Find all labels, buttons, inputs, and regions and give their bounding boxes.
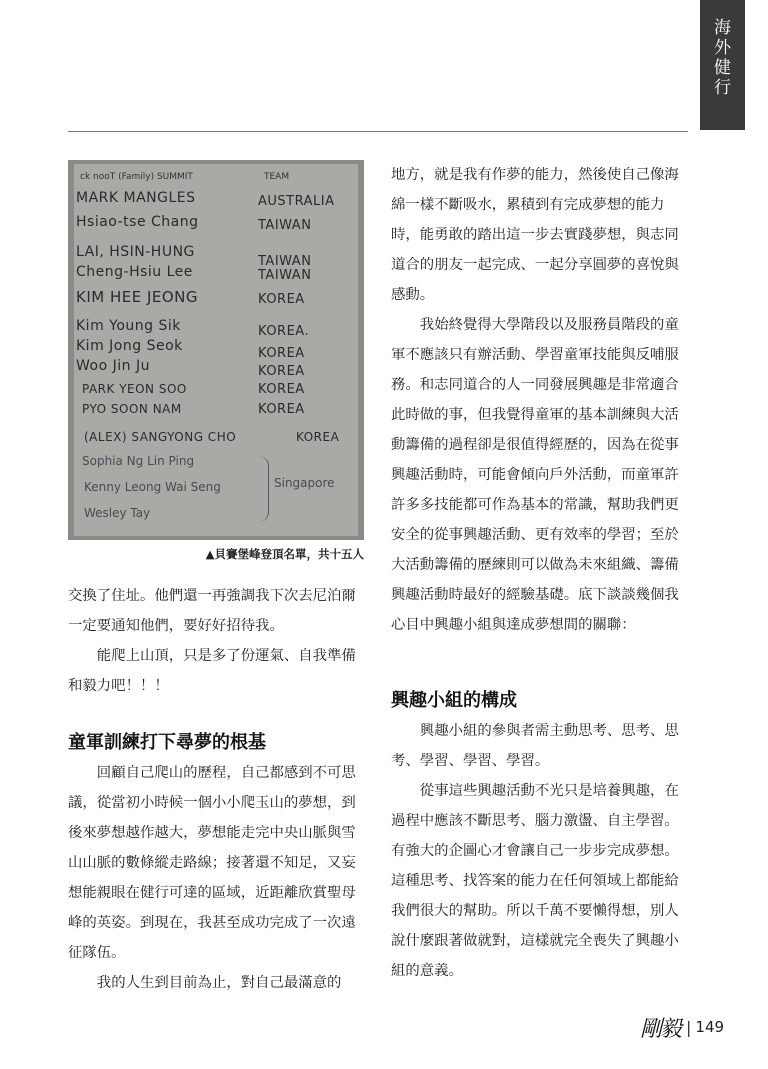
photo-name: PARK YEON SOO: [82, 382, 187, 396]
photo-team: TAIWAN: [258, 268, 312, 283]
page-number: 149: [695, 1018, 725, 1036]
photo-name: Sophia Ng Lin Ping: [82, 454, 195, 468]
photo-name: Wesley Tay: [84, 506, 151, 520]
section-heading: 興趣小組的構成: [391, 690, 517, 711]
photo-team: KOREA: [258, 346, 305, 361]
photo-name: Kim Young Sik: [76, 318, 181, 334]
photo-team: Singapore: [274, 476, 335, 490]
paragraph: 地方，就是我有作夢的能力，然後使自己像海綿一樣不斷吸水，累積到有完成夢想的能力時，能勇敢的踏出這一步去實踐夢想，與志同道合的朋友一起完成、一起分享圓夢的喜悅與感動。: [391, 167, 679, 303]
paragraph: 我始終覺得大學階段以及服務員階段的童軍不應該只有辦活動、學習童軍技能與反哺服務。和志同道合的人一同發展興趣是非常適合此時做的事，但我覺得童軍的基本訓練與大活動籌備的過程卻是很值得經歷的，因為在從事興趣活動時，可能會傾向戶外活動，而童軍許許多多技能都可作為基本的常識，幫助我們更安全的從事興趣活動、更有效率的學習；至於大活動籌備的歷練則可以做為未來組織、籌備興趣活動時最好的經驗基礎。底下談談幾個我心目中興趣小組與達成夢想間的關聯：: [391, 317, 679, 633]
left-column-bottom: [68, 728, 366, 998]
photo-team: KOREA: [258, 402, 305, 417]
bracket-mark: [258, 456, 269, 522]
photo-team: AUSTRALIA: [258, 194, 335, 209]
right-column-bottom: [391, 686, 689, 986]
photo-name: KIM HEE JEONG: [76, 288, 199, 306]
footer-divider: |: [686, 1017, 692, 1037]
photo-name: Woo Jin Ju: [76, 358, 150, 374]
photo-name: LAI, HSIN-HUNG: [76, 244, 195, 260]
paragraph: 交換了住址。他們還一再強調我下次去尼泊爾一定要通知他們，要好好招待我。: [68, 588, 356, 634]
paragraph: 能爬上山頂，只是多了份運氣、自我準備和毅力吧！！！: [68, 648, 356, 694]
paragraph: 興趣小組的參與者需主動思考、思考、思考、學習、學習、學習。: [391, 723, 679, 769]
photo-name: PYO SOON NAM: [82, 402, 182, 416]
photo-team: TAIWAN: [258, 254, 312, 269]
section-tab: [700, 0, 745, 130]
photo-name: (ALEX) SANGYONG CHO: [84, 430, 237, 444]
header-divider: [68, 131, 688, 132]
summit-list-photo: [68, 160, 364, 540]
photo-name: Kenny Leong Wai Seng: [84, 480, 221, 494]
page-footer: [640, 1012, 724, 1042]
left-column-top: [68, 581, 366, 701]
photo-header-left: ck nooT (Family) SUMMIT: [80, 172, 193, 182]
photo-header-right: TEAM: [264, 172, 290, 182]
photo-team: KOREA.: [258, 324, 310, 339]
right-column-top: [391, 160, 689, 640]
photo-team: KOREA: [296, 430, 340, 444]
photo-team: TAIWAN: [258, 218, 312, 233]
photo-team: KOREA: [258, 382, 305, 397]
paragraph: 回顧自己爬山的歷程，自己都感到不可思議，從當初小時候一個小小爬玉山的夢想，到後來夢想越作越大，夢想能走完中央山脈與雪山山脈的數條縱走路線；接著還不知足，又妄想能親眼在健行可達的區域，近距離欣賞聖母峰的英姿。到現在，我甚至成功完成了一次遠征隊伍。: [68, 765, 356, 961]
photo-team: KOREA: [258, 364, 305, 379]
section-heading: 童軍訓練打下尋夢的根基: [68, 732, 266, 753]
photo-name: Hsiao-tse Chang: [76, 214, 199, 230]
photo-name: MARK MANGLES: [76, 190, 196, 206]
photo-name: Cheng-Hsiu Lee: [76, 264, 193, 280]
photo-team: KOREA: [258, 292, 305, 307]
paper-sheet: [74, 164, 358, 536]
section-tab-label: 海外健行: [714, 18, 731, 98]
paragraph: 我的人生到目前為止，對自己最滿意的: [96, 975, 342, 991]
paragraph: 從事這些興趣活動不光只是培養興趣，在過程中應該不斷思考、腦力激盪、自主學習。有強大的企圖心才會讓自己一步步完成夢想。這種思考、找答案的能力在任何領域上都能給我們很大的幫助。所以千萬不要懶得想，別人說什麼跟著做就對，這樣就完全喪失了興趣小組的意義。: [391, 783, 679, 979]
magazine-logo: 剛毅: [640, 1016, 681, 1042]
photo-name: Kim Jong Seok: [76, 338, 183, 354]
photo-caption: ▲貝賽堡峰登頂名單，共十五人: [205, 547, 364, 561]
